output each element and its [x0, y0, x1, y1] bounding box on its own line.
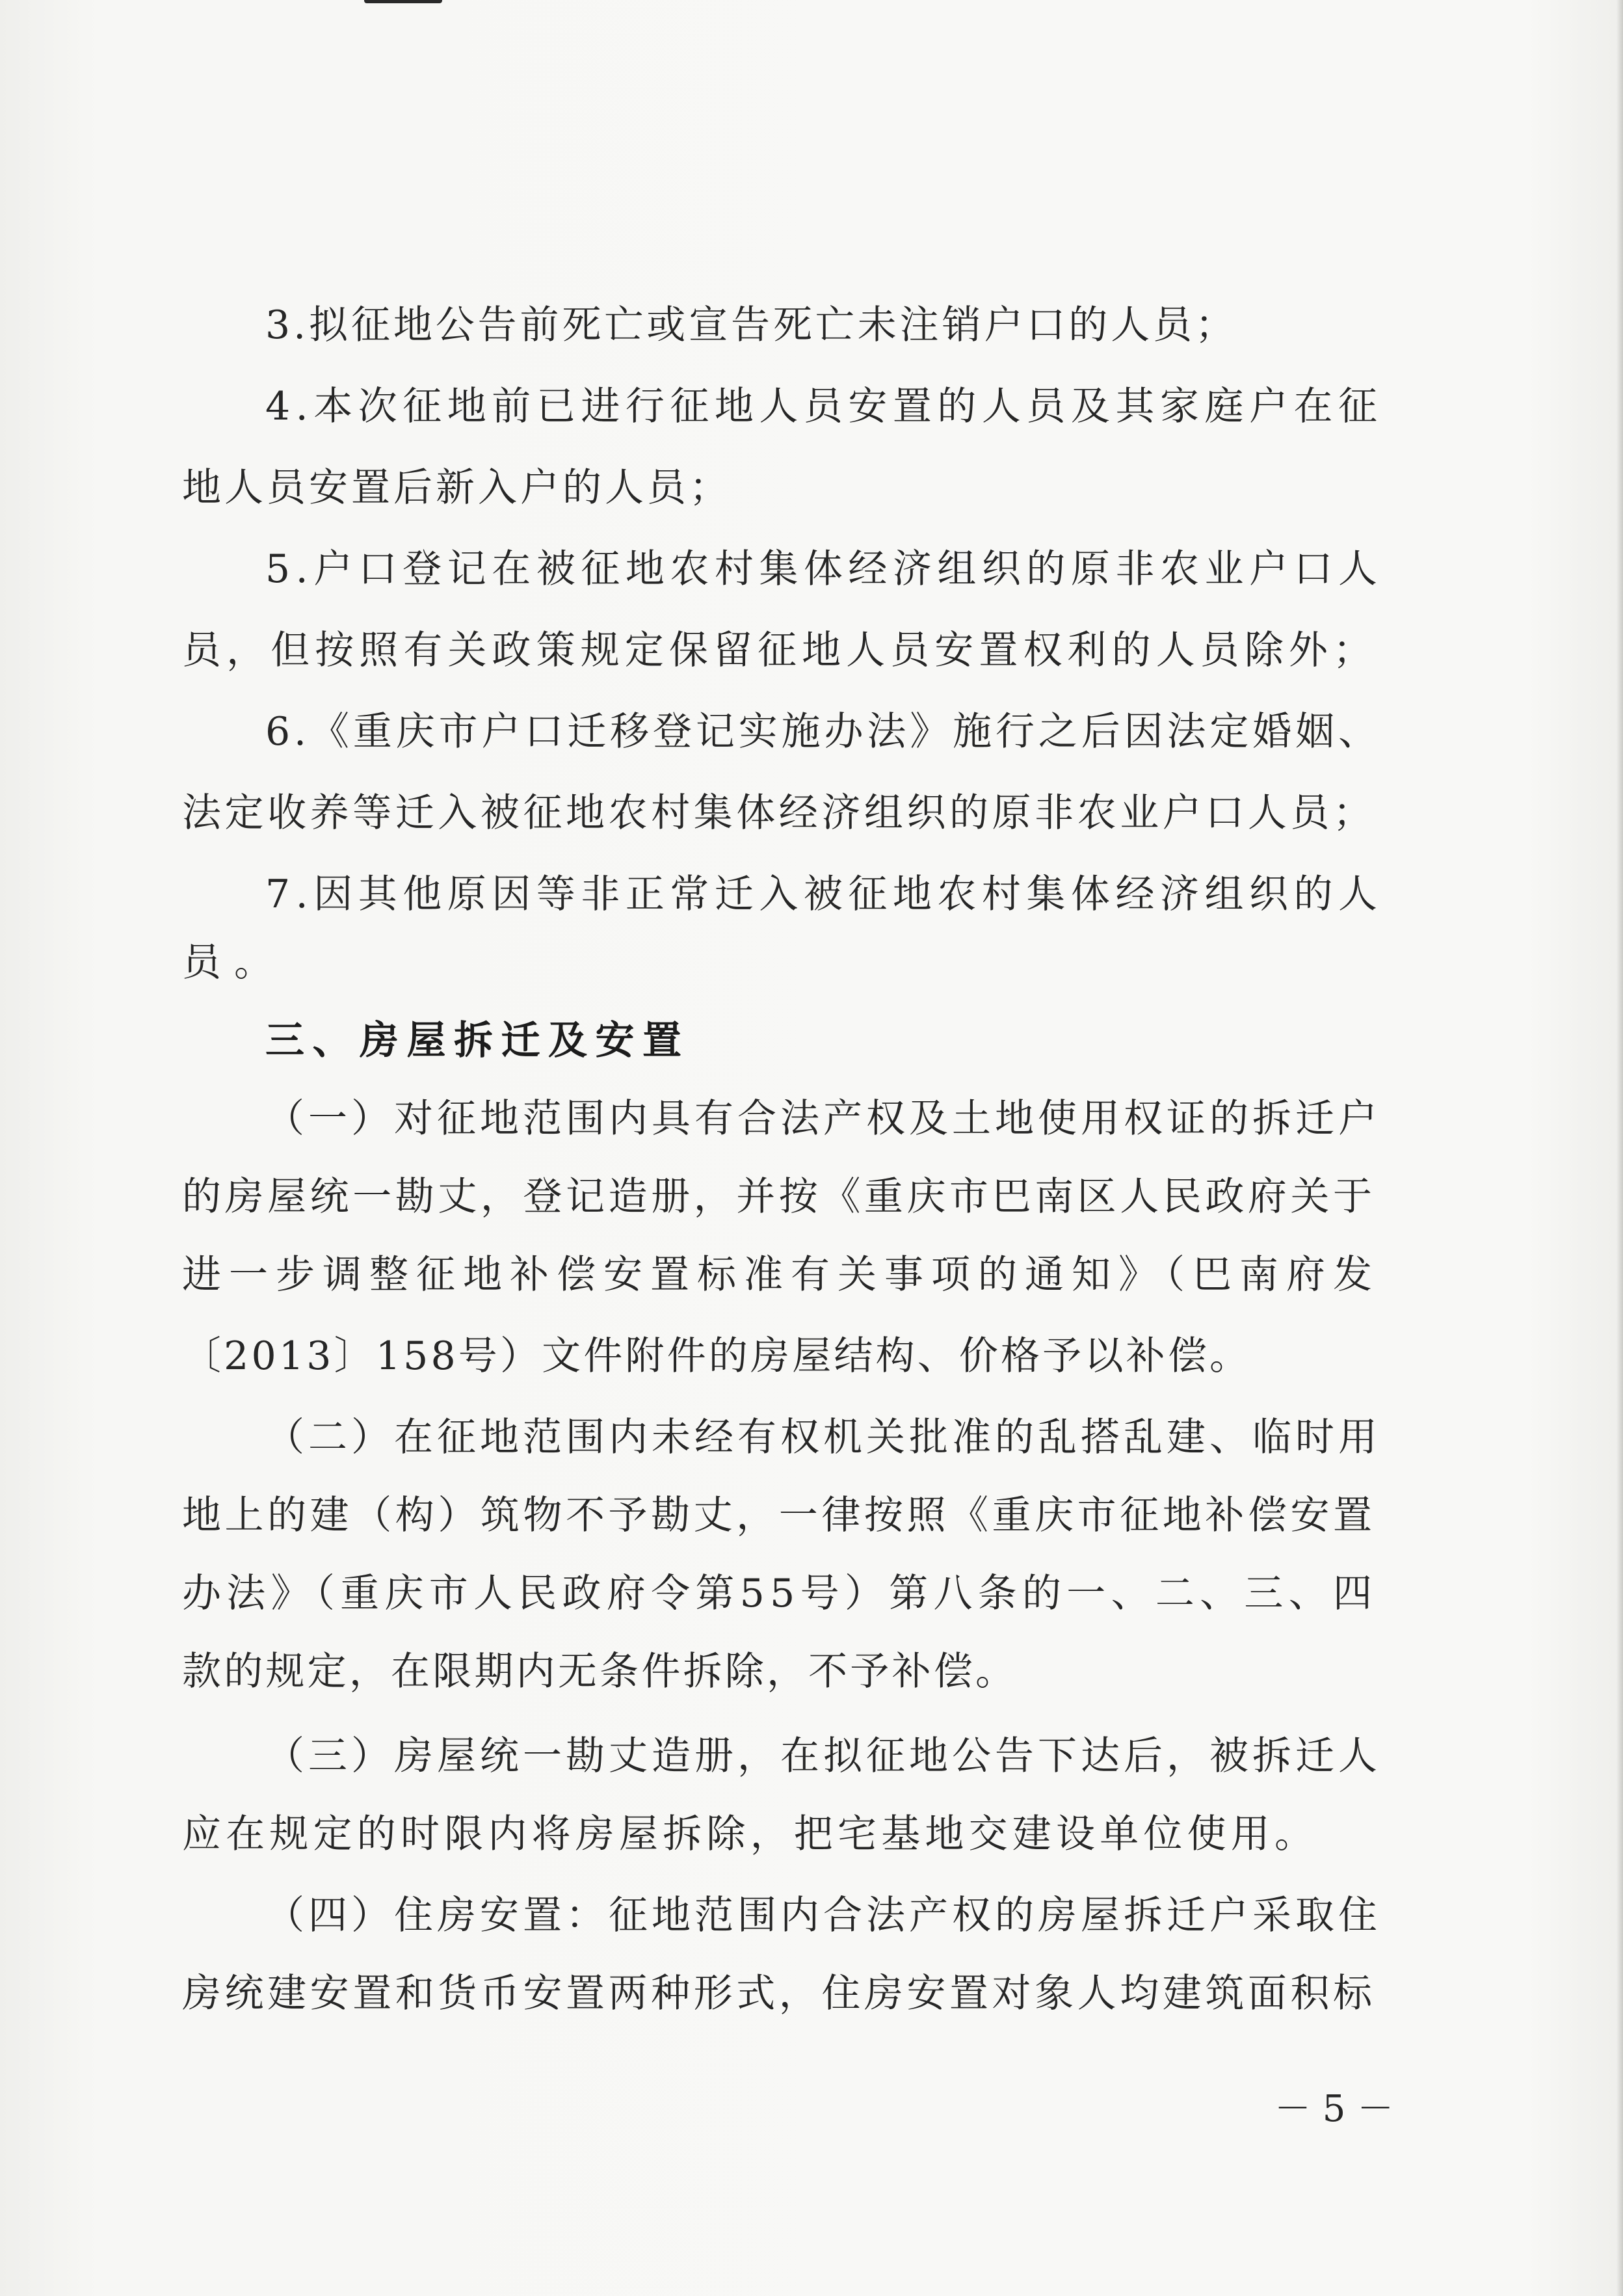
para-1-line-3: 进一步调整征地补偿安置标准有关事项的通知》（巴南府发	[182, 1252, 1380, 1298]
para-2-line-4: 款的规定，在限期内无条件拆除，不予补偿。	[182, 1649, 1018, 1694]
para-4-line-2: 房统建安置和货币安置两种形式，住房安置对象人均建筑面积标	[182, 1971, 1376, 2016]
item-5-line-1: 5.户口登记在被征地农村集体经济组织的原非农业户口人	[265, 546, 1383, 592]
page-number: － 5 －	[1274, 2088, 1394, 2130]
item-3-line-1: 3.拟征地公告前死亡或宣告死亡未注销户口的人员；	[265, 302, 1237, 348]
item-7-line-2: 员。	[182, 940, 286, 985]
para-1-line-4: 〔2013〕158号）文件附件的房屋结构、价格予以补偿。	[182, 1333, 1252, 1379]
item-6-line-1: 6.《重庆市户口迁移登记实施办法》施行之后因法定婚姻、	[265, 709, 1381, 754]
para-2-line-1: （二）在征地范围内未经有权机关批准的乱搭乱建、临时用	[265, 1415, 1381, 1460]
item-7-line-1: 7.因其他原因等非正常迁入被征地农村集体经济组织的人	[265, 872, 1383, 917]
item-5-line-2: 员，但按照有关政策规定保留征地人员安置权利的人员除外；	[182, 628, 1378, 673]
item-6-line-2: 法定收养等迁入被征地农村集体经济组织的原非农业户口人员；	[182, 790, 1376, 836]
para-1-line-2: 的房屋统一勘丈，登记造册，并按《重庆市巴南区人民政府关于	[182, 1174, 1376, 1220]
section-heading: 三、房屋拆迁及安置	[265, 1018, 690, 1063]
scan-edge-shadow	[1616, 0, 1623, 2296]
para-3-line-1: （三）房屋统一勘丈造册，在拟征地公告下达后，被拆迁人	[265, 1733, 1381, 1779]
para-4-line-1: （四）住房安置：征地范围内合法产权的房屋拆迁户采取住	[265, 1893, 1381, 1938]
item-4-line-1: 4.本次征地前已进行征地人员安置的人员及其家庭户在征	[265, 384, 1383, 429]
para-1-line-1: （一）对征地范围内具有合法产权及土地使用权证的拆迁户	[265, 1096, 1381, 1141]
item-4-line-2: 地人员安置后新入户的人员；	[182, 465, 732, 511]
scan-edge-mark	[364, 0, 442, 3]
para-2-line-2: 地上的建（构）筑物不予勘丈，一律按照《重庆市征地补偿安置	[182, 1493, 1376, 1538]
para-3-line-2: 应在规定的时限内将房屋拆除，把宅基地交建设单位使用。	[182, 1811, 1319, 1857]
para-2-line-3: 办法》（重庆市人民政府令第55号）第八条的一、二、三、四	[182, 1571, 1378, 1616]
